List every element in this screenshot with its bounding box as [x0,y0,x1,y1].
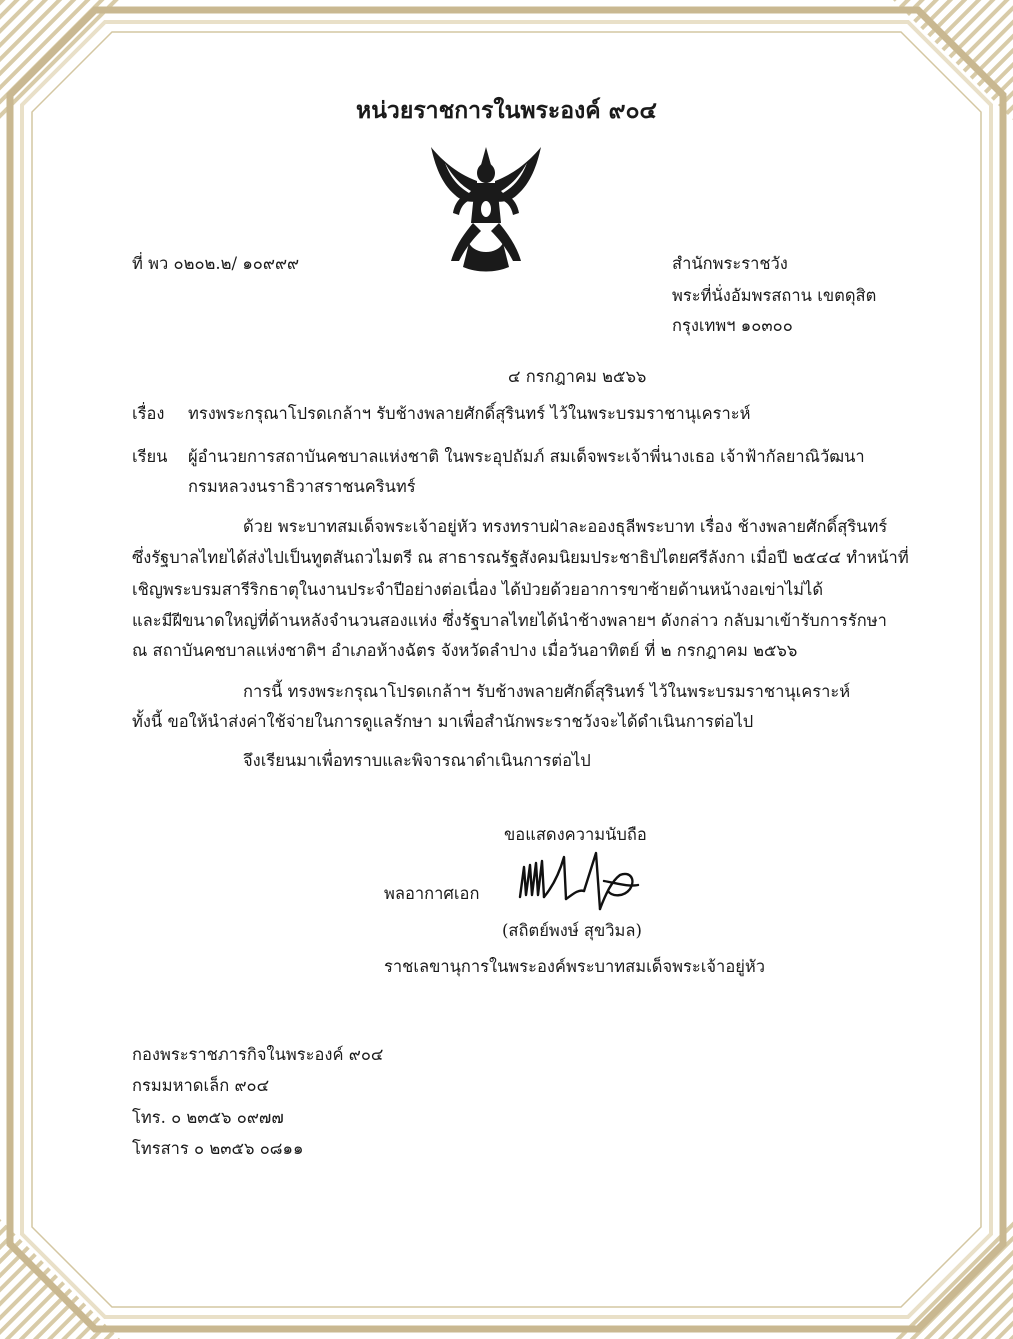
reference-number: ที่ พว ๐๒๐๒.๒/ ๑๐๙๙๙ [132,254,300,273]
signer-name: (สถิตย์พงษ์ สุขวิมล) [502,921,642,940]
closing-salutation: ขอแสดงความนับถือ [504,825,647,844]
footer-fax: โทรสาร ๐ ๒๓๕๖ ๐๘๑๑ [132,1139,304,1158]
body-paragraph-3: จึงเรียนมาเพื่อทราบและพิจารณาดำเนินการต่อไป [243,751,591,770]
body-paragraph-1-line-3: เชิญพระบรมสารีริกธาตุในงานประจำปีอย่างต่อเนื่อง ได้ป่วยด้วยอาการขาซ้ายด้านหน้างอเข่าไม่ได้ [132,580,824,599]
addressee-line-2: กรมหลวงนราธิวาสราชนครินทร์ [188,477,416,496]
footer-phone: โทร. ๐ ๒๓๕๖ ๐๙๗๗ [132,1108,284,1127]
body-paragraph-1-line-2: ซึ่งรัฐบาลไทยได้ส่งไปเป็นทูตสันถวไมตรี ณ สาธารณรัฐสังคมนิยมประชาธิปไตยศรีลังกา เมื่อปี ๒๕๔๔ ทำหน้าที่ [132,548,909,567]
body-paragraph-2-line-2: ทั้งนี้ ขอให้นำส่งค่าใช้จ่ายในการดูแลรักษา มาเพื่อสำนักพระราชวังจะได้ดำเนินการต่อไป [132,712,754,731]
addressee-label: เรียน [132,447,168,466]
handwritten-signature-icon [512,845,642,920]
sender-address-line-3: กรุงเทพฯ ๑๐๓๐๐ [672,316,793,335]
footer-line-2: กรมมหาดเล็ก ๙๐๔ [132,1076,270,1095]
sender-address-line-2: พระที่นั่งอัมพรสถาน เขตดุสิต [672,286,877,305]
body-paragraph-1-line-1: ด้วย พระบาทสมเด็จพระเจ้าอยู่หัว ทรงทราบฝ่าละอองธุลีพระบาท เรื่อง ช้างพลายศักดิ์สุรินทร์ [243,517,888,536]
garuda-emblem-icon [425,143,547,275]
addressee-line-1: ผู้อำนวยการสถาบันคชบาลแห่งชาติ ในพระอุปถัมภ์ สมเด็จพระเจ้าพี่นางเธอ เจ้าฟ้ากัลยาณิวัฒนา [188,447,865,466]
footer-line-1: กองพระราชภารกิจในพระองค์ ๙๐๔ [132,1045,384,1064]
sender-address-line-1: สำนักพระราชวัง [672,254,788,273]
body-paragraph-2-line-1: การนี้ ทรงพระกรุณาโปรดเกล้าฯ รับช้างพลายศักดิ์สุรินทร์ ไว้ในพระบรมราชานุเคราะห์ [243,682,851,701]
subject-text: ทรงพระกรุณาโปรดเกล้าฯ รับช้างพลายศักดิ์สุรินทร์ ไว้ในพระบรมราชานุเคราะห์ [188,404,751,423]
body-paragraph-1-line-5: ณ สถาบันคชบาลแห่งชาติฯ อำเภอห้างฉัตร จังหวัดลำปาง เมื่อวันอาทิตย์ ที่ ๒ กรกฎาคม ๒๕๖๖ [132,641,798,660]
signer-position: ราชเลขานุการในพระองค์พระบาทสมเด็จพระเจ้าอยู่หัว [384,957,766,976]
letter-date: ๔ กรกฎาคม ๒๕๖๖ [508,367,647,386]
signer-rank: พลอากาศเอก [384,884,480,903]
subject-label: เรื่อง [132,404,165,423]
body-paragraph-1-line-4: และมีฝีขนาดใหญ่ที่ด้านหลังจำนวนสองแห่ง ซึ่งรัฐบาลไทยได้นำช้างพลายฯ ดังกล่าว กลับมาเข้ารับการรักษา [132,611,887,630]
letterhead-title: หน่วยราชการในพระองค์ ๙๐๔ [356,97,657,124]
